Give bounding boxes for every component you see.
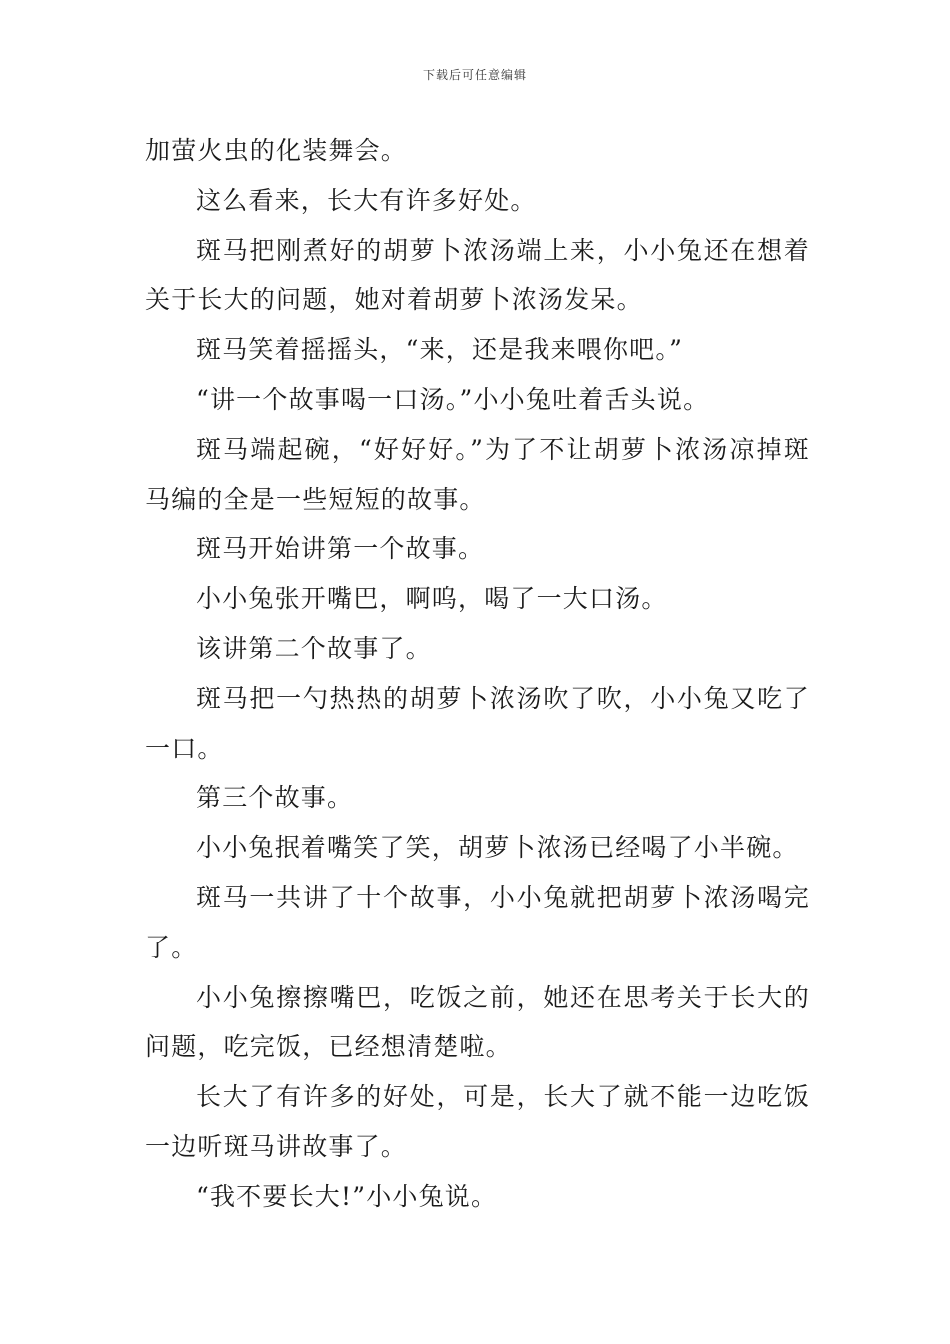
paragraph: 该讲第二个故事了。 xyxy=(196,633,432,663)
paragraph: “我不要长大!”小小兔说。 xyxy=(196,1181,498,1211)
paragraph: 斑马把一勺热热的胡萝卜浓汤吹了吹，小小兔又吃了一口。 xyxy=(145,683,810,763)
paragraph: 小小兔张开嘴巴，啊呜，喝了一大口汤。 xyxy=(196,584,668,614)
paragraph: “讲一个故事喝一口汤。”小小兔吐着舌头说。 xyxy=(196,384,710,414)
paragraph: 斑马端起碗，“好好好。”为了不让胡萝卜浓汤凉掉斑马编的全是一些短短的故事。 xyxy=(145,434,810,514)
paragraph: 加萤火虫的化装舞会。 xyxy=(145,136,408,165)
paragraph: 长大了有许多的好处，可是，长大了就不能一边吃饭一边听斑马讲故事了。 xyxy=(145,1082,810,1161)
paragraph: 小小兔擦擦嘴巴，吃饭之前，她还在思考关于长大的问题，吃完饭，已经想清楚啦。 xyxy=(145,982,810,1062)
paragraph: 小小兔抿着嘴笑了笑，胡萝卜浓汤已经喝了小半碗。 xyxy=(196,833,799,863)
paragraph: 斑马开始讲第一个故事。 xyxy=(196,534,485,564)
document-body xyxy=(145,126,810,1222)
paragraph: 斑马把刚煮好的胡萝卜浓汤端上来，小小兔还在想着关于长大的问题，她对着胡萝卜浓汤发呆。 xyxy=(145,235,810,315)
page-header: 下载后可任意编辑 xyxy=(422,68,527,82)
paragraph: 第三个故事。 xyxy=(196,783,354,813)
paragraph: 斑马一共讲了十个故事，小小兔就把胡萝卜浓汤喝完了。 xyxy=(145,882,810,962)
paragraph: 斑马笑着摇摇头，“来，还是我来喂你吧。” xyxy=(196,335,684,365)
paragraph: 这么看来，长大有许多好处。 xyxy=(196,185,537,215)
